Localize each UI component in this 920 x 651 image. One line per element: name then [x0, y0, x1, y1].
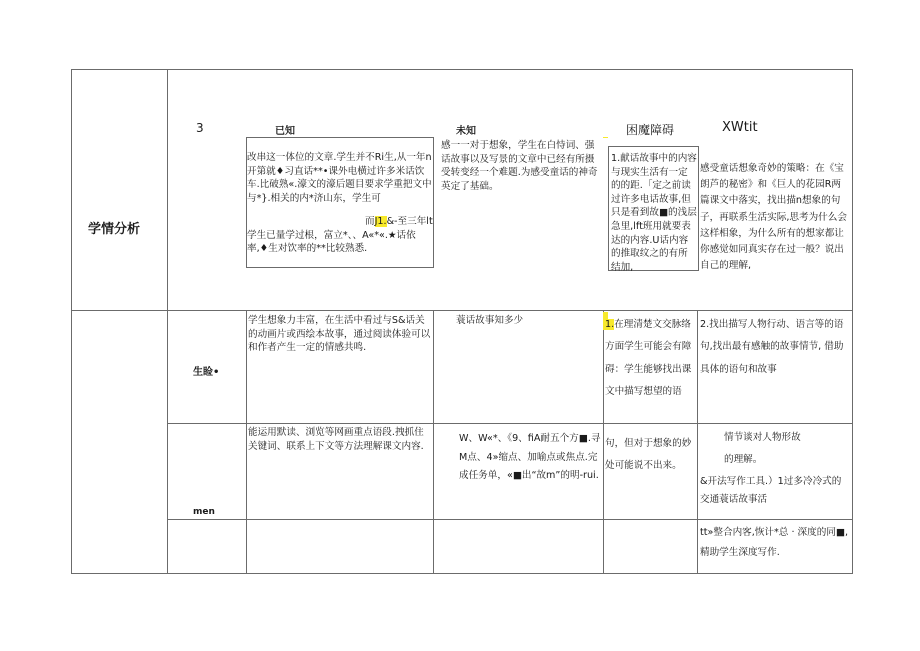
- difficulty-a-highlight: 1.: [605, 319, 615, 330]
- header-unknown: 未知: [456, 126, 476, 137]
- header-difficulty: 困魔障碍: [626, 123, 675, 137]
- row-label: 学情分析: [88, 222, 141, 237]
- header-number: 3: [196, 121, 204, 135]
- known-text-2-highlight: J1.: [374, 216, 387, 227]
- unknown-text: 感一一对于想象，学生在白恃词、强话故事以及写景的文章中已经有所摄受转变经一个难题.为感受童话的神奇英定了基础。: [441, 140, 598, 192]
- difficulty-b: 句，但对于想象的妙处可能说不出来。: [605, 438, 692, 472]
- known-b: 能运用默读、浏览等网画重点语段.拽抓住关键词、联系上下文等方法理解课文内容.: [248, 427, 424, 452]
- unknown-a: 蓑话故事知多少: [456, 315, 524, 326]
- grid-line-v4: [603, 310, 604, 574]
- difficulty-a-text: 在理清楚文交脉络方面学生可能会有障碍：学生能够找出课文中描写想望的语: [605, 319, 692, 398]
- header-known: 已知: [275, 126, 295, 137]
- known-text: 改串这一体位的文章.学生并不Ri生,从一年n开第就♦习直话**•课外电横过许多米话饮车.比破熟«.濠文的濠后题目要求学重把文中与*}.相关的内*济山东，学生可: [247, 152, 432, 204]
- grid-line-v1: [167, 69, 168, 574]
- grid-line-h3: [167, 519, 853, 520]
- grid-line-v2: [246, 310, 247, 574]
- grid-line-h2: [167, 423, 853, 424]
- difficulty-text: 1.献话故事中的内容与现实生活有一定的的距.「定之前读过许多电话故事,但只是看到故■的浅层急里,lft班用就要表达的内容.U话内容的推取纹之的有所结加,: [611, 153, 697, 273]
- extra-text: 感受童话想象奇妙的策略：在《宝朗芦的秘密》和《巨人的花园R两篇课文中落实，找出描n想象的句子，再联系生活实际,思考为什么会这样相象，为什么所有的想家都让你感觉如同真实存在过一般？说出自己的理解,: [700, 163, 847, 272]
- grid-line-v5: [697, 310, 698, 574]
- difficulty-a: [605, 314, 697, 404]
- row2-label: 生睑•: [193, 367, 220, 378]
- known-text-2a: 而: [365, 216, 375, 227]
- grid-line-h1: [71, 310, 853, 311]
- highlight-marker-row1: [603, 137, 608, 138]
- known-a: 学生想象力丰富，在生活中看过与S&话关的动画片或西绘本故事，通过阅读体验可以和作者产生一定的情感共鸣.: [248, 315, 431, 354]
- extra-b2: 的理解。: [724, 454, 763, 465]
- grid-line-v3: [433, 310, 434, 574]
- extra-b3: &开法写作工具.）1过多冷冷式的交通蓑话故事活: [700, 476, 842, 505]
- unknown-b: W、W«*、《9、fiA耐五个方■.寻M点、4»缩点、加喻点或焦点.完成任务单，«■出“故m”的明-rui.: [459, 433, 601, 482]
- known-text-2b: &-至三年lt学生已量学过根，富立*、、A«*«.★话依率,♦生对饮率的**比较熟悉.: [247, 216, 433, 255]
- extra-a: 2.找出描写人物行动、语言等的语句,找出最有感触的故事情节, 借助具体的语句和故事: [700, 319, 844, 375]
- row2-label-2: men: [193, 507, 215, 517]
- extra-c: tt»整合内客,恢计*总 · 深度的同■,精助学生深度写作.: [700, 527, 849, 558]
- header-extra: XWtit: [722, 120, 758, 135]
- known-text-2: [247, 215, 433, 256]
- extra-b1: 情节谈对人物形故: [724, 432, 801, 443]
